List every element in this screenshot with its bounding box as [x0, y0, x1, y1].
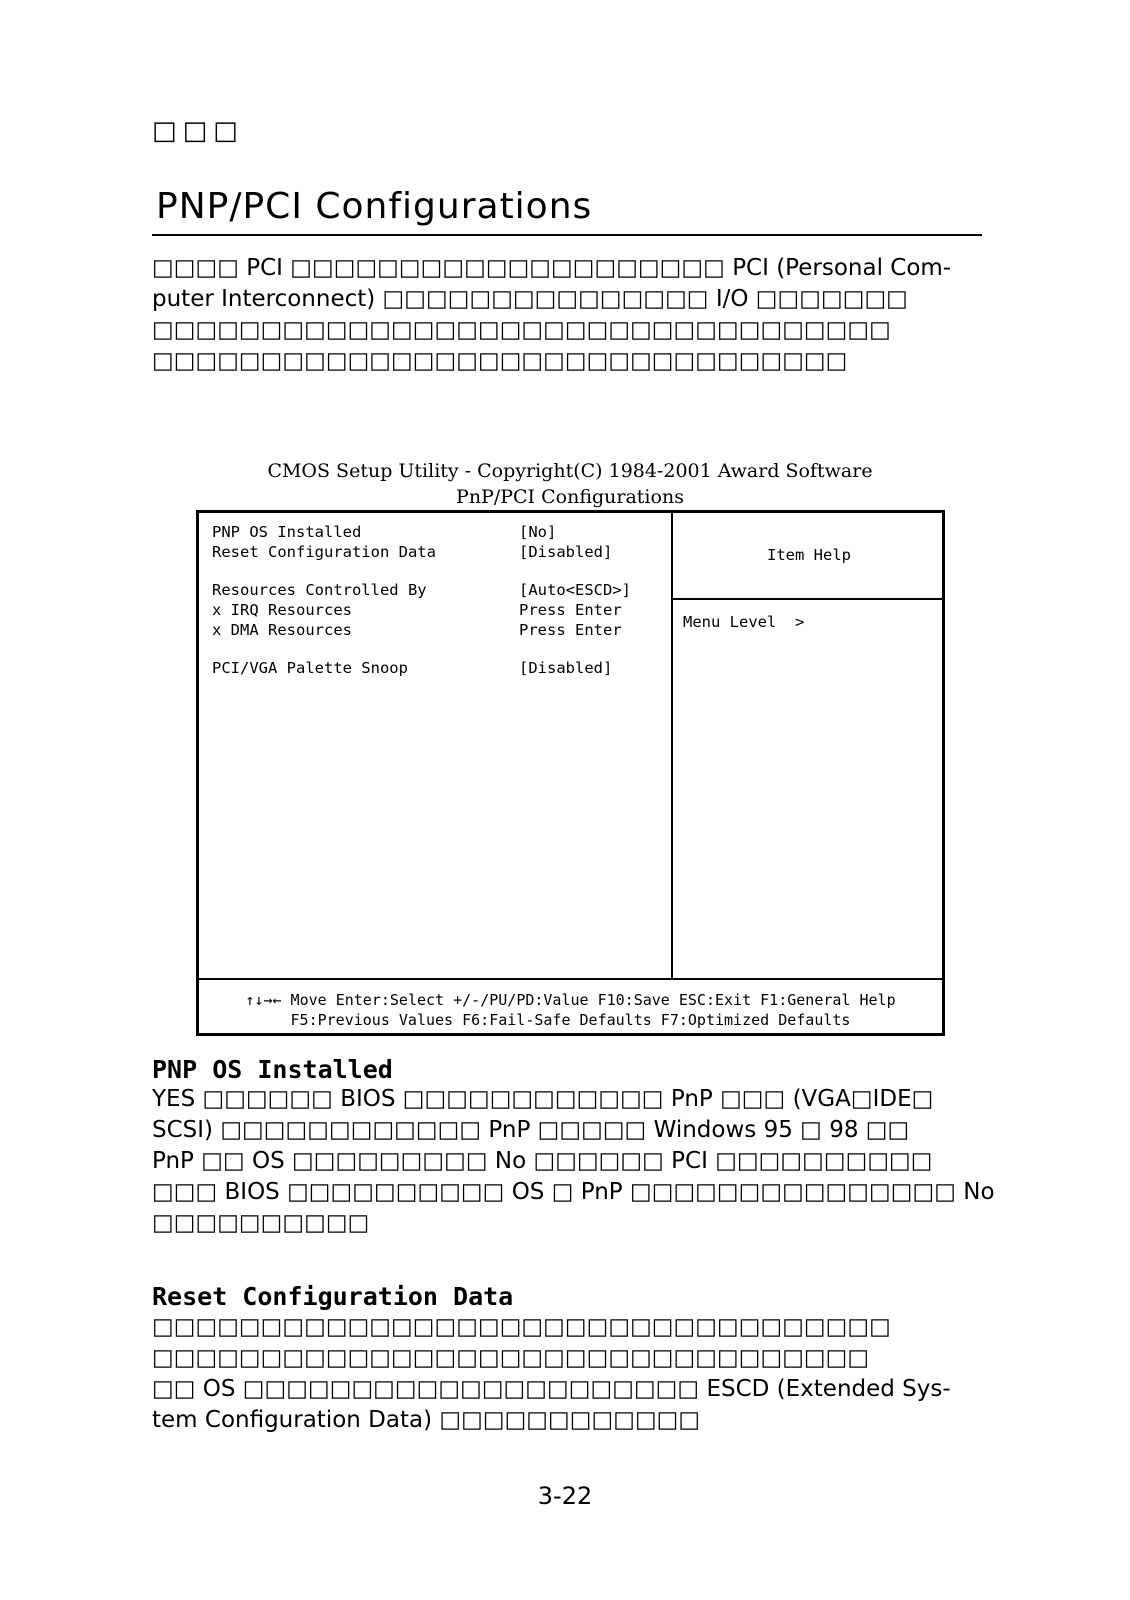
bios-option-label[interactable]: Resources Controlled By	[212, 581, 427, 599]
bios-caption-utility: CMOS Setup Utility - Copyright(C) 1984-2001 Award Software	[267, 460, 873, 482]
intro-line: □□□□□□□□□□□□□□□□□□□□□□□□□□□□□□□□□□	[152, 317, 891, 343]
bios-option-label[interactable]: PNP OS Installed	[212, 523, 362, 541]
bios-screen	[196, 510, 945, 1036]
intro-line: □□□□□□□□□□□□□□□□□□□□□□□□□□□□□□□□	[152, 348, 848, 374]
bios-divider-help	[673, 598, 945, 600]
bios-option-value[interactable]: Press Enter	[519, 601, 622, 619]
section-body-reset-config	[152, 1312, 982, 1436]
body-line: SCSI) □□□□□□□□□□□□ PnP □□□□□ Windows 95 □ 98 □□	[152, 1117, 910, 1143]
chapter-label: □□□	[152, 116, 244, 146]
bios-option-value[interactable]: Press Enter	[519, 621, 622, 639]
bios-option-value[interactable]: [Disabled]	[519, 659, 613, 677]
bios-option-label[interactable]: PCI/VGA Palette Snoop	[212, 659, 408, 677]
intro-line: puter Interconnect) □□□□□□□□□□□□□□□ I/O □□□□□□□	[152, 286, 908, 312]
body-line: □□□□□□□□□□	[152, 1210, 370, 1236]
bios-option-value[interactable]: [Auto<ESCD>]	[519, 581, 631, 599]
page-title: PNP/PCI Configurations	[156, 186, 593, 227]
body-line: □□□ BIOS □□□□□□□□□□ OS □ PnP □□□□□□□□□□□□□□□ No	[152, 1179, 995, 1205]
bios-key-legend-line1: ↑↓→← Move Enter:Select +/-/PU/PD:Value F10:Save ESC:Exit F1:General Help	[245, 991, 896, 1009]
bios-divider-vertical	[671, 513, 673, 978]
item-help-title: Item Help	[767, 546, 851, 564]
intro-paragraph	[152, 253, 982, 377]
body-line: □□ OS □□□□□□□□□□□□□□□□□□□□□ ESCD (Extended Sys-	[152, 1376, 951, 1402]
bios-option-value[interactable]: [Disabled]	[519, 543, 613, 561]
bios-option-label[interactable]: x DMA Resources	[212, 621, 352, 639]
bios-option-label[interactable]: x IRQ Resources	[212, 601, 352, 619]
title-underline	[152, 234, 982, 236]
page-number: 3-22	[537, 1482, 593, 1510]
bios-option-value[interactable]: [No]	[519, 523, 557, 541]
section-body-pnp-os	[152, 1084, 995, 1239]
intro-line: □□□□ PCI □□□□□□□□□□□□□□□□□□□□ PCI (Personal Com-	[152, 255, 952, 281]
bios-caption-screen: PnP/PCI Configurations	[456, 486, 684, 508]
body-line: □□□□□□□□□□□□□□□□□□□□□□□□□□□□□□□□□□	[152, 1314, 891, 1340]
body-line: YES □□□□□□ BIOS □□□□□□□□□□□□ PnP □□□ (VGA□IDE□	[152, 1086, 934, 1112]
item-help-body: Menu Level >	[683, 613, 805, 631]
body-line: tem Configuration Data) □□□□□□□□□□□□	[152, 1407, 701, 1433]
bios-key-legend-line2: F5:Previous Values F6:Fail-Safe Defaults F7:Optimized Defaults	[290, 1011, 851, 1029]
bios-divider-horizontal	[199, 978, 942, 980]
section-heading-pnp-os: PNP OS Installed	[152, 1055, 393, 1084]
body-line: □□□□□□□□□□□□□□□□□□□□□□□□□□□□□□□□□	[152, 1345, 870, 1371]
body-line: PnP □□ OS □□□□□□□□□ No □□□□□□ PCI □□□□□□□□□□	[152, 1148, 933, 1174]
bios-option-label[interactable]: Reset Configuration Data	[212, 543, 436, 561]
section-heading-reset-config: Reset Configuration Data	[152, 1282, 514, 1311]
